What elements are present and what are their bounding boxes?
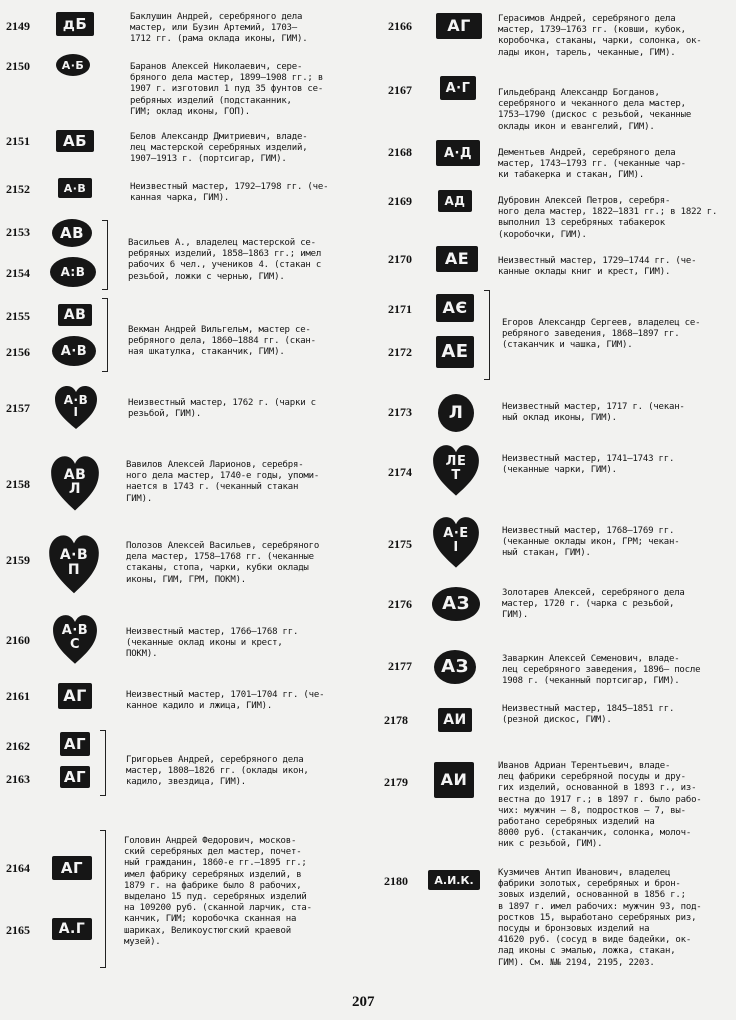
entry-number: 2176 <box>388 597 412 611</box>
entry-number: 2149 <box>6 19 30 33</box>
page-number: 207 <box>352 994 375 1010</box>
entry-number: 2179 <box>384 775 408 789</box>
entry-number: 2152 <box>6 182 30 196</box>
hallmark-heart-a-v-s: А·В С <box>52 614 98 666</box>
hallmark-heart-a-v-p: А·В П <box>48 534 100 596</box>
entry-number: 2150 <box>6 59 30 73</box>
entry-description: Егоров Александр Сергеев, владелец се- ребряного заведения, 1868—1897 гг. (стаканчик и чашка, ГИМ). <box>502 318 701 351</box>
entry-number: 2154 <box>6 266 30 280</box>
entry-description: Григорьев Андрей, серебряного дела мастер, 1808—1826 гг. (оклады икон, кадило, звездица, ГИМ). <box>126 755 309 788</box>
entry-description: Головин Андрей Федорович, москов- ский серебряных дел мастер, почет- ный гражданин, 1860-е гг.—1895 гг.; имел фабрику серебряных изделий, в 1879 г. на фабрике было 8 рабочих, выделано 15 пуд. серебряных изделий на 109200 руб. (сканной ларчик, ста- канчик, ГИМ; коробочка сканная на шариках, Великоустюгский краевой музей). <box>124 836 312 947</box>
hallmark-az-lower: АЗ <box>432 587 480 621</box>
entry-description: Неизвестный мастер, 1768—1769 гг. (чеканные оклады икон, ГРМ; чекан- ный стакан, ГИМ). <box>502 526 680 559</box>
hallmark-a-b: А·Б <box>56 54 90 76</box>
entry-number: 2161 <box>6 689 30 703</box>
entry-description: Неизвестный мастер, 1762 г. (чарки с резьбой, ГИМ). <box>128 398 316 420</box>
entry-description: Кузмичев Антип Иванович, владелец фабрики золотых, серебряных и брон- зовых изделий, основанной в 1856 г.; в 1897 г. имел рабочих: мужчин 93, под- ростков 15, выработано серебряных риз, посуды и бронзовых изделий на 41620 руб. (сосуд в виде бадейки, ок- лад иконы с эмалью, ложка, стакан, ГИМ). См. №№ 2194, 2195, 2203. <box>498 868 702 968</box>
entry-description: Полозов Алексей Васильев, серебряного дела мастер, 1758—1768 гг. (чеканные стаканы, стопа, чарки, кубки оклады иконы, ГИМ, ГРМ, ПОКМ). <box>126 541 320 585</box>
entry-description: Векман Андрей Вильгельм, мастер се- ребряного дела, 1860—1884 гг. (скан- ная шкатулка, стаканчик, ГИМ). <box>128 325 316 358</box>
entry-description: Дубровин Алексей Петров, серебря- ного дела мастер, 1822—1831 гг.; в 1822 г. выполнил 13 серебряных табакерок (коробочки, ГИМ). <box>498 196 718 240</box>
group-brace <box>100 830 106 968</box>
group-brace <box>484 290 490 380</box>
entry-number: 2166 <box>388 19 412 33</box>
hallmark-heart-a-e-i: А·Е I <box>432 516 480 570</box>
hallmark-ag: АГ <box>436 13 482 39</box>
entry-description: Неизвестный мастер, 1792—1798 гг. (че- канная чарка, ГИМ). <box>130 182 329 204</box>
entry-number: 2172 <box>388 345 412 359</box>
hallmark-ab: АБ <box>56 130 94 152</box>
hallmark-a-d: А·Д <box>436 140 480 166</box>
hallmark-db: дБ <box>56 12 94 36</box>
entry-number: 2174 <box>388 465 412 479</box>
hallmark-ag: АГ <box>58 683 92 709</box>
entry-number: 2178 <box>384 713 408 727</box>
entry-number: 2173 <box>388 405 412 419</box>
entry-description: Неизвестный мастер, 1766—1768 гг. (чеканные оклад иконы и крест, ПОКМ). <box>126 627 299 660</box>
entry-number: 2162 <box>6 739 30 753</box>
hallmark-ag: АГ <box>52 856 92 880</box>
entry-number: 2153 <box>6 225 30 239</box>
hallmark-ai: АИ <box>434 762 474 798</box>
entry-description: Неизвестный мастер, 1729—1744 гг. (че- канные оклады книг и крест, ГИМ). <box>498 256 697 278</box>
hallmark-ae: АЕ <box>436 246 478 272</box>
entry-number: 2170 <box>388 252 412 266</box>
hallmark-az: АЗ <box>434 650 476 684</box>
entry-description: Неизвестный мастер, 1717 г. (чекан- ный оклад иконы, ГИМ). <box>502 402 685 424</box>
entry-description: Неизвестный мастер, 1845—1851 гг. (резной дискос, ГИМ). <box>502 704 675 726</box>
entry-description: Васильев А., владелец мастерской се- ребряных изделий, 1858—1863 гг.; имел рабочих 6 чел., учеников 4. (стакан с резьбой, ложки с чернью, ГИМ). <box>128 238 322 282</box>
entry-description: Неизвестный мастер, 1701—1704 гг. (че- канное кадило и лжица, ГИМ). <box>126 690 325 712</box>
entry-number: 2155 <box>6 309 30 323</box>
entry-number: 2171 <box>388 302 412 316</box>
entry-number: 2163 <box>6 772 30 786</box>
hallmark-l-circle: Л <box>438 394 474 432</box>
hallmark-av: АВ <box>58 304 92 326</box>
hallmark-ae-variant: АЄ <box>436 294 474 322</box>
entry-number: 2177 <box>388 659 412 673</box>
entry-description: Неизвестный мастер, 1741—1743 гг. (чеканные чарки, ГИМ). <box>502 454 675 476</box>
group-brace <box>102 220 108 290</box>
entry-number: 2175 <box>388 537 412 551</box>
hallmark-av-oval: АВ <box>52 219 92 247</box>
entry-number: 2167 <box>388 83 412 97</box>
hallmark-ag: АГ <box>60 766 90 788</box>
entry-number: 2151 <box>6 134 30 148</box>
entry-description: Иванов Адриан Терентьевич, владе- лец фабрики серебряной посуды и дру- гих изделий, основанной в 1893 г., из- вестна до 1917 г.; в 1897 г. было рабо- чих: мужчин — 8, подростков — 7, вы- работано серебряных изделий на 8000 руб. (стаканчик, солонка, молоч- ник с резьбой, ГИМ). <box>498 761 702 850</box>
entry-description: Белов Александр Дмитриевич, владе- лец мастерской серебряных изделий, 1907—1913 г. (портсигар, ГИМ). <box>130 132 308 165</box>
hallmark-heart-a-v-i: А·В I <box>54 385 98 431</box>
entry-number: 2157 <box>6 401 30 415</box>
entry-number: 2168 <box>388 145 412 159</box>
entry-number: 2158 <box>6 477 30 491</box>
entry-description: Заваркин Алексей Семенович, владе- лец серебряного заведения, 1896— после 1908 г. (чеканный портсигар, ГИМ). <box>502 654 701 687</box>
entry-description: Баклушин Андрей, серебряного дела мастер, или Бузин Артемий, 1703— 1712 гг. (рама оклада иконы, ГИМ). <box>130 12 308 45</box>
entry-description: Золотарев Алексей, серебряного дела мастер, 1720 г. (чарка с резьбой, ГИМ). <box>502 588 685 621</box>
entry-number: 2156 <box>6 345 30 359</box>
hallmark-a-v-oval: А·В <box>52 336 96 366</box>
hallmark-ad: АД <box>438 190 472 212</box>
entry-description: Вавилов Алексей Ларионов, серебря- ного дела мастер, 1740-е годы, упоми- нается в 1743 г. (чеканный стакан ГИМ). <box>126 460 320 504</box>
entry-description: Баранов Алексей Николаевич, сере- бряного дела мастер, 1899—1908 гг.; в 1907 г. изготовил 1 пуд 35 фунтов се- ребряных изделий (подстаканник, ГИМ; оклад иконы, ГОП). <box>130 62 324 117</box>
entry-description: Дементьев Андрей, серебряного дела мастер, 1743—1793 гг. (чеканные чар- ки табакерка и стакан, ГИМ). <box>498 148 686 181</box>
hallmark-a-colon-v: А:В <box>50 257 96 287</box>
hallmark-ag: АГ <box>60 732 90 756</box>
entry-number: 2160 <box>6 633 30 647</box>
entry-number: 2165 <box>6 923 30 937</box>
hallmark-a-dot-g: А.Г <box>52 918 92 940</box>
entry-description: Герасимов Андрей, серебряного дела мастер, 1739—1763 гг. (ковши, кубок, коробочка, стаканы, чарки, солонка, ок- лады икон, тарель, чеканные, ГИМ). <box>498 14 702 58</box>
hallmark-a-v: А·В <box>58 178 92 198</box>
entry-description: Гильдебранд Александр Богданов, серебряного и чеканного дела мастер, 1753—1790 (дискос с резьбой, чеканные оклады икон и евангелий, ГИМ). <box>498 88 692 132</box>
entry-number: 2169 <box>388 194 412 208</box>
entry-number: 2164 <box>6 861 30 875</box>
entry-number: 2159 <box>6 553 30 567</box>
hallmark-a-i-k: А.И.К. <box>428 870 480 890</box>
entry-number: 2180 <box>384 874 408 888</box>
hallmark-a-g: А·Г <box>440 76 476 100</box>
hallmark-ae: АЕ <box>436 336 474 368</box>
hallmark-heart-le-t: ЛЕ Т <box>432 444 480 498</box>
hallmark-ai: АИ <box>438 708 472 732</box>
group-brace <box>102 298 108 372</box>
hallmark-heart-av-l: АВ Л <box>50 455 100 513</box>
group-brace <box>100 730 106 796</box>
